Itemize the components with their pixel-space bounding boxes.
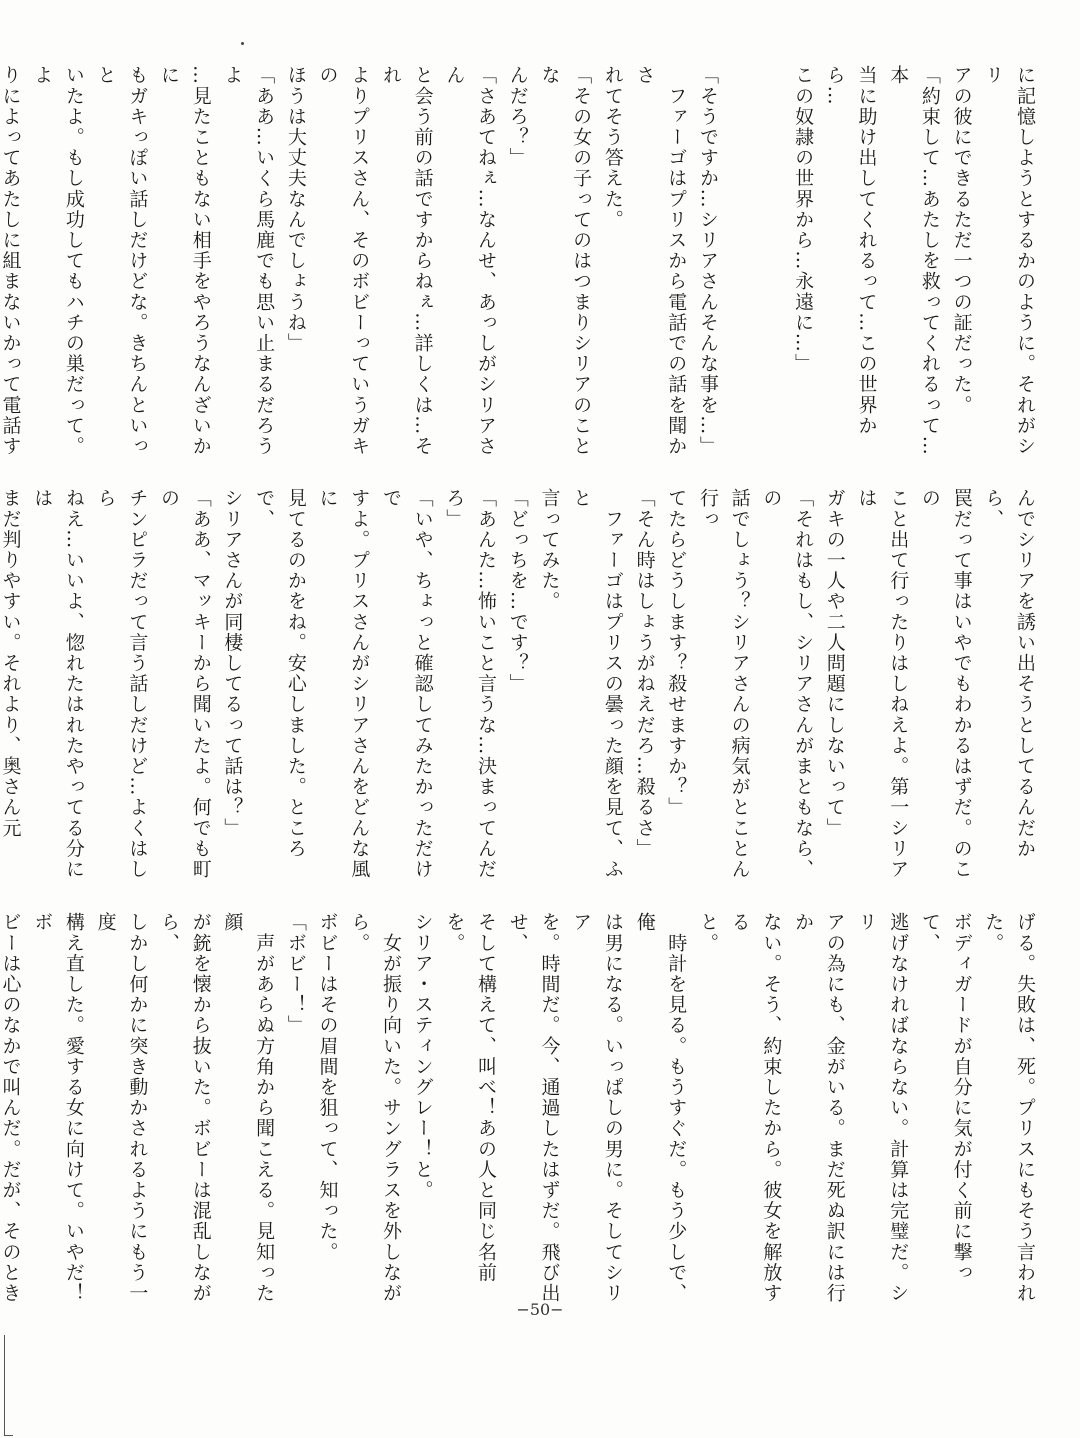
vertical-text-block: んでシリアを誘い出そうとしてるんだから、 罠だって事はいやでもわかるはずだ。のこの こと出て行ったりはしねえよ。第一シリアは ガキの一人や二人問題にしないって」 「それはもし、シリアさんがまともなら、の 話でしょう？シリアさんの病気がとことん行っ てたらどうします？殺せますか？」 「そん時はしょうがねえだろ…殺るさ」 ファーゴはプリスの曇った顔を見て、ふと 言ってみた。 「どっちを…です？」 「あんた…怖いこと言うな…決まってんだろ」 「いや、ちょっと確認してみたかっただけで すよ。プリスさんがシリアさんをどんな風に 見てるのかをね。安心しました。ところで、 シリアさんが同棲してるって話は？」 「ああ、マッキーから聞いたよ。何でも町の チンピラだって言う話しだけど…よくはしら ねえ…いいよ、惚れたはれたやってる分には まだ判りやすい。それより、奥さん元: [0, 488, 1036, 880]
vertical-text-block: に記憶しようとするかのように。それがシリ アの彼にできるただ一つの証だった。 「約束して…あたしを救ってくれるって…本 当に助け出してくれるって…この世界から… この奴隷の世界から…永遠に…」 「そうですか…シリアさんそんな事を…」 ファーゴはプリスから電話での話を聞かさ れてそう答えた。 「その女の子ってのはつまりシリアのことな んだろ？」 「さあてねぇ…なんせ、あっしがシリアさん と会う前の話ですからねぇ…詳しくは…それ よりプリスさん、そのボビーっていうガキの ほうは大丈夫なんでしょうね」 「ああ…いくら馬鹿でも思い止まるだろうよ …見たこともない相手をやろうなんざいかに もガキっぽい話しだけどな。きちんといっと いたよ。もし成功してもハチの巣だって。よ りによってあたしに組まないかって電話す: [0, 65, 1036, 457]
vertical-text-block: げる。失敗は、死。プリスにもそう言われた。 ボディガードが自分に気が付く前に撃って、 逃げなければならない。計算は完璧だ。シリ アの為にも、金がいる。まだ死ぬ訳には行か ない。そう、約束したから。彼女を解放する と。 時計を見る。もうすぐだ。もう少しで、俺 は男になる。いっぱしの男に。そしてシリア を。時間だ。今、通過したはずだ。飛び出せ、 そして構えて、叫べ！あの人と同じ名前を。 シリア・スティングレー！と。 女が振り向いた。サングラスを外しながら。 ボビーはその眉間を狙って、知った。 「ボビー！」 声があらぬ方角から聞こえる。見知った顔 が銃を懐から抜いた。ボビーは混乱しながら、 しかし何かに突き動かされるようにもう一度 構え直した。愛する女に向けて。いやだ！ボ ビーは心のなかで叫んだ。だが、そのとき: [0, 912, 1036, 1304]
crop-mark: [4, 1335, 13, 1436]
page-number: −50−: [516, 1300, 564, 1319]
text-tier-middle: [0, 488, 1040, 893]
text-tier-top: [0, 65, 1040, 470]
dust-speck: [241, 42, 244, 45]
text-tier-bottom: [0, 912, 1040, 1317]
